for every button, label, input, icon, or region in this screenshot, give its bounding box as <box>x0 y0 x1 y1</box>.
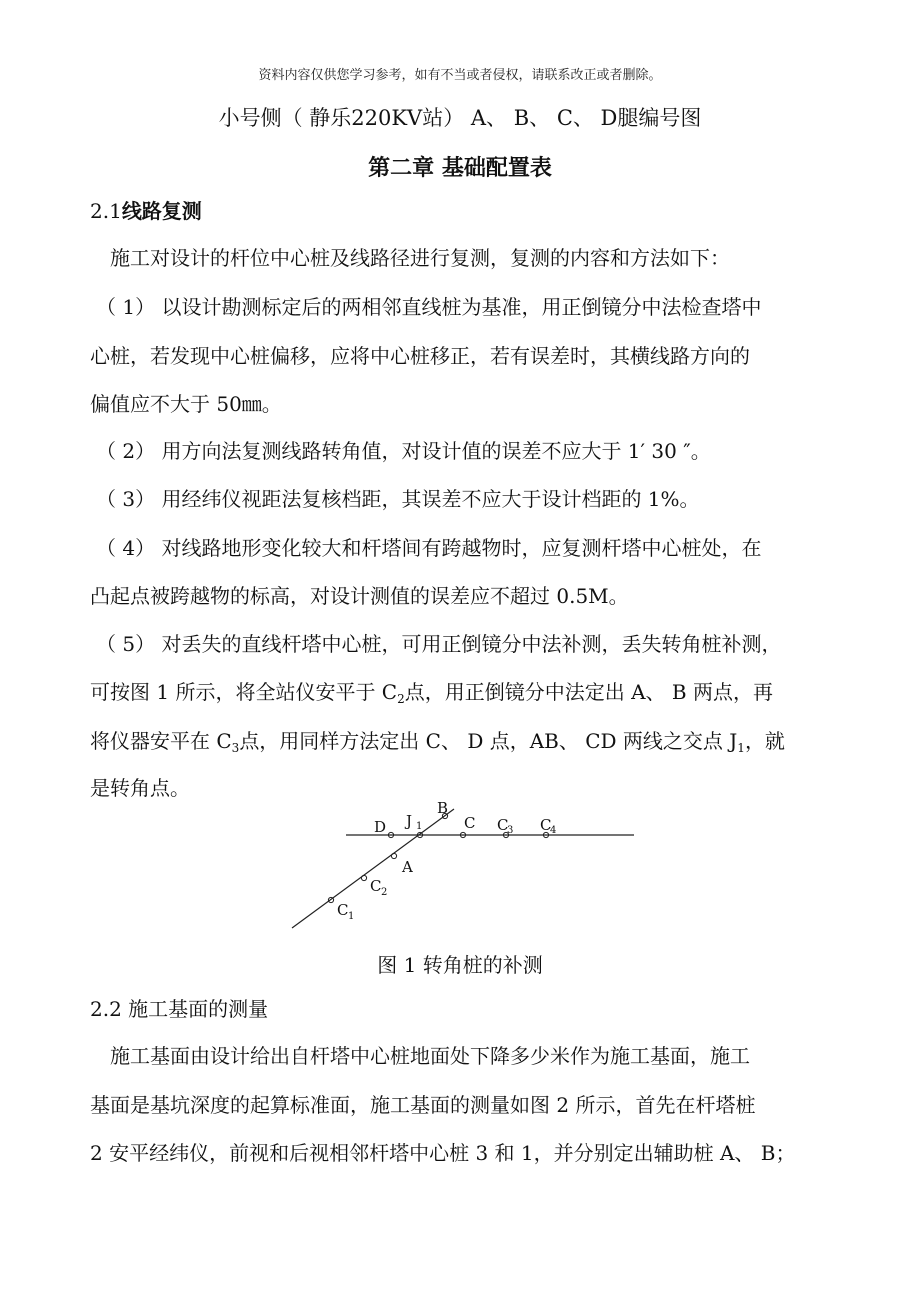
chapter-title: 第二章 基础配置表 <box>368 156 552 181</box>
section-2-2-line-3: 2 安平经纬仪，前视和后视相邻杆塔中心桩 3 和 1，并分别定出辅助桩 A、 B； <box>90 1141 796 1165</box>
disclaimer-header: 资料内容仅供您学习参考，如有不当或者侵权，请联系改正或者删除。 <box>258 68 662 83</box>
item-1-line-2: 心桩，若发现中心桩偏移，应将中心桩移正，若有误差时，其横线路方向的 <box>90 344 750 368</box>
subscript: 2 <box>397 692 405 706</box>
text-segment: 将仪器安平在 C <box>90 729 232 753</box>
figure-1-diagram <box>290 798 636 932</box>
item-5-line-4: 是转角点。 <box>90 776 190 800</box>
text-segment: ，就 <box>744 729 785 753</box>
label-C3-sub: 3 <box>507 825 514 836</box>
item-5-line-1: （ 5） 对丢失的直线杆塔中心桩，可用正倒镜分中法补测，丢失转角桩补测， <box>96 632 782 656</box>
item-4-line-2: 凸起点被跨越物的标高，对设计测值的误差应不超过 0.5M。 <box>90 584 629 608</box>
item-2: （ 2） 用方向法复测线路转角值，对设计值的误差不应大于 1′ 30 ″。 <box>96 439 711 463</box>
section-number: 2.1 <box>90 199 122 223</box>
label-C4-sub: 4 <box>550 825 557 836</box>
label-C1: C <box>337 901 349 919</box>
figure-1-caption: 图 1 转角桩的补测 <box>377 953 543 977</box>
label-C2: C <box>370 877 382 895</box>
label-A: A <box>402 858 413 876</box>
diagonal-line <box>292 809 454 928</box>
subscript: 3 <box>231 741 240 755</box>
subscript: 1 <box>737 741 745 755</box>
section-2-2-line-1: 施工基面由设计给出自杆塔中心桩地面处下降多少米作为施工基面，施工 <box>110 1044 750 1068</box>
label-J-sub: 1 <box>416 821 423 832</box>
section-heading-2-1 <box>90 201 202 221</box>
section-2-2-line-2: 基面是基坑深度的起算标准面，施工基面的测量如图 2 所示，首先在杆塔桩 <box>90 1093 756 1117</box>
label-C1-sub: 1 <box>348 911 355 922</box>
text-segment: 点，用同样方法定出 C、 D 点，AB、 CD 两线之交点 J <box>239 729 738 753</box>
section-title: 线路复测 <box>121 199 202 223</box>
section-heading-2-2: 2.2 施工基面的测量 <box>90 997 269 1021</box>
stake-A <box>391 853 396 858</box>
label-C2-sub: 2 <box>381 887 388 898</box>
item-1-line-3: 偏值应不大于 50㎜。 <box>90 392 282 416</box>
item-1-line-1: （ 1） 以设计勘测标定后的两相邻直线桩为基准，用正倒镜分中法检查塔中 <box>96 295 762 319</box>
label-D: D <box>374 818 387 836</box>
label-B: B <box>437 799 449 817</box>
text-segment: 点，用正倒镜分中法定出 A、 B 两点，再 <box>404 680 773 704</box>
text-segment: 可按图 1 所示，将全站仪安平于 C <box>90 680 398 704</box>
label-C3: C <box>497 816 509 834</box>
stake-C2 <box>361 875 366 880</box>
item-3: （ 3） 用经纬仪视距法复核档距，其误差不应大于设计档距的 1%。 <box>96 487 700 511</box>
item-5-line-3 <box>90 729 785 755</box>
item-5-line-2 <box>90 680 773 706</box>
intro-paragraph: 施工对设计的杆位中心桩及线路径进行复测，复测的内容和方法如下： <box>110 246 730 270</box>
label-C: C <box>464 814 476 832</box>
diagram-subtitle: 小号侧（ 静乐220KV站） A、 B、 C、 D腿编号图 <box>218 106 702 130</box>
label-J: J <box>406 812 413 830</box>
item-4-line-1: （ 4） 对线路地形变化较大和杆塔间有跨越物时，应复测杆塔中心桩处，在 <box>96 536 762 560</box>
label-C4: C <box>540 816 552 834</box>
